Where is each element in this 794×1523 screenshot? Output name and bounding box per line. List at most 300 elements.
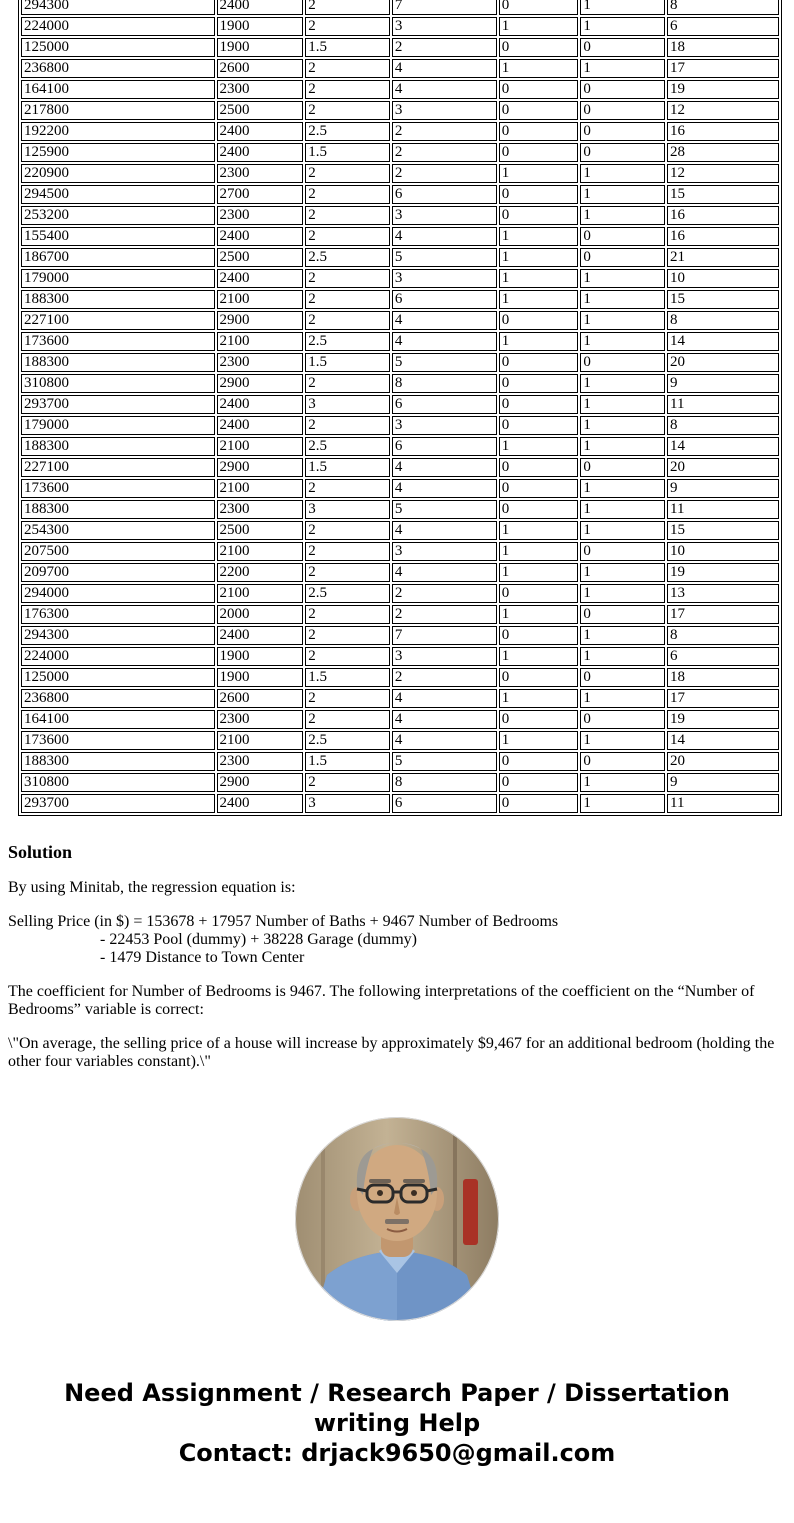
table-cell: 2 bbox=[305, 164, 390, 183]
table-cell: 2 bbox=[305, 374, 390, 393]
table-cell: 1 bbox=[499, 542, 579, 561]
table-cell: 2 bbox=[392, 38, 497, 57]
table-cell: 28 bbox=[667, 143, 779, 162]
table-cell: 11 bbox=[667, 794, 779, 813]
table-cell: 253200 bbox=[21, 206, 215, 225]
table-cell: 2300 bbox=[217, 710, 304, 729]
table-cell: 0 bbox=[499, 710, 579, 729]
table-cell: 179000 bbox=[21, 269, 215, 288]
table-cell: 0 bbox=[499, 584, 579, 603]
table-cell: 2 bbox=[305, 290, 390, 309]
table-row bbox=[21, 353, 779, 372]
table-cell: 3 bbox=[392, 17, 497, 36]
table-cell: 9 bbox=[667, 773, 779, 792]
table-cell: 1 bbox=[499, 689, 579, 708]
table-row bbox=[21, 290, 779, 309]
solution-heading: Solution bbox=[8, 842, 73, 862]
table-cell: 2 bbox=[305, 185, 390, 204]
table-cell: 0 bbox=[580, 668, 665, 687]
coefficient-paragraph: The coefficient for Number of Bedrooms is 9467. The following interpretations of the coefficient on the “Number of Bedrooms” variable is correct: bbox=[8, 983, 755, 1018]
table-cell: 1 bbox=[580, 731, 665, 750]
table-cell: 8 bbox=[667, 416, 779, 435]
table-cell: 2600 bbox=[217, 689, 304, 708]
table-cell: 4 bbox=[392, 521, 497, 540]
table-cell: 1 bbox=[499, 437, 579, 456]
table-cell: 2100 bbox=[217, 332, 304, 351]
table-cell: 1 bbox=[580, 626, 665, 645]
table-cell: 19 bbox=[667, 563, 779, 582]
intro-paragraph: By using Minitab, the regression equation is: bbox=[8, 879, 296, 896]
table-cell: 10 bbox=[667, 542, 779, 561]
table-row bbox=[21, 752, 779, 771]
table-cell: 310800 bbox=[21, 773, 215, 792]
table-cell: 2.5 bbox=[305, 122, 390, 141]
table-cell: 0 bbox=[499, 395, 579, 414]
table-cell: 1 bbox=[580, 647, 665, 666]
table-cell: 1 bbox=[580, 0, 665, 15]
table-cell: 14 bbox=[667, 437, 779, 456]
table-cell: 1 bbox=[580, 584, 665, 603]
table-cell: 1 bbox=[499, 563, 579, 582]
table-cell: 15 bbox=[667, 290, 779, 309]
table-cell: 1 bbox=[499, 164, 579, 183]
table-cell: 6 bbox=[392, 185, 497, 204]
table-cell: 4 bbox=[392, 710, 497, 729]
table-cell: 2400 bbox=[217, 794, 304, 813]
table-cell: 1 bbox=[499, 17, 579, 36]
table-cell: 2 bbox=[392, 584, 497, 603]
table-cell: 17 bbox=[667, 605, 779, 624]
table-cell: 0 bbox=[580, 752, 665, 771]
table-cell: 2 bbox=[305, 0, 390, 15]
table-cell: 0 bbox=[499, 773, 579, 792]
table-cell: 2 bbox=[305, 563, 390, 582]
table-cell: 0 bbox=[580, 38, 665, 57]
table-cell: 1 bbox=[499, 332, 579, 351]
table-cell: 3 bbox=[392, 269, 497, 288]
table-cell: 18 bbox=[667, 668, 779, 687]
equation-line-1: Selling Price (in $) = 153678 + 17957 Number of Baths + 9467 Number of Bedrooms bbox=[8, 913, 559, 930]
table-row bbox=[21, 101, 779, 120]
table-cell: 2200 bbox=[217, 563, 304, 582]
table-cell: 0 bbox=[499, 458, 579, 477]
table-cell: 11 bbox=[667, 395, 779, 414]
table-cell: 188300 bbox=[21, 290, 215, 309]
table-row bbox=[21, 269, 779, 288]
table-cell: 2.5 bbox=[305, 248, 390, 267]
table-cell: 2.5 bbox=[305, 437, 390, 456]
table-cell: 2 bbox=[392, 164, 497, 183]
table-cell: 164100 bbox=[21, 80, 215, 99]
table-cell: 293700 bbox=[21, 395, 215, 414]
table-row bbox=[21, 626, 779, 645]
table-cell: 2400 bbox=[217, 416, 304, 435]
table-row bbox=[21, 332, 779, 351]
table-cell: 220900 bbox=[21, 164, 215, 183]
table-cell: 227100 bbox=[21, 311, 215, 330]
table-cell: 5 bbox=[392, 353, 497, 372]
table-cell: 0 bbox=[499, 752, 579, 771]
table-cell: 19 bbox=[667, 710, 779, 729]
table-cell: 0 bbox=[499, 38, 579, 57]
table-cell: 2 bbox=[392, 122, 497, 141]
table-row bbox=[21, 38, 779, 57]
table-cell: 0 bbox=[499, 311, 579, 330]
table-cell: 2 bbox=[305, 710, 390, 729]
table-cell: 2100 bbox=[217, 731, 304, 750]
table-cell: 0 bbox=[580, 353, 665, 372]
table-cell: 2 bbox=[305, 647, 390, 666]
table-cell: 2100 bbox=[217, 437, 304, 456]
table-row bbox=[21, 227, 779, 246]
table-cell: 1 bbox=[499, 647, 579, 666]
table-cell: 15 bbox=[667, 521, 779, 540]
table-cell: 173600 bbox=[21, 479, 215, 498]
table-cell: 0 bbox=[580, 248, 665, 267]
table-cell: 236800 bbox=[21, 59, 215, 78]
table-cell: 2400 bbox=[217, 395, 304, 414]
table-cell: 1 bbox=[580, 689, 665, 708]
table-cell: 224000 bbox=[21, 647, 215, 666]
table-row bbox=[21, 248, 779, 267]
table-cell: 0 bbox=[580, 122, 665, 141]
table-cell: 3 bbox=[305, 794, 390, 813]
table-cell: 293700 bbox=[21, 794, 215, 813]
table-cell: 18 bbox=[667, 38, 779, 57]
table-cell: 4 bbox=[392, 689, 497, 708]
table-cell: 4 bbox=[392, 59, 497, 78]
footer-banner bbox=[18, 1378, 776, 1468]
table-row bbox=[21, 164, 779, 183]
table-cell: 3 bbox=[305, 500, 390, 519]
table-cell: 2 bbox=[305, 101, 390, 120]
table-cell: 1 bbox=[580, 164, 665, 183]
table-cell: 2.5 bbox=[305, 731, 390, 750]
table-cell: 0 bbox=[499, 185, 579, 204]
table-cell: 2 bbox=[305, 227, 390, 246]
table-row bbox=[21, 584, 779, 603]
table-row bbox=[21, 521, 779, 540]
table-cell: 8 bbox=[667, 0, 779, 15]
profile-photo bbox=[295, 1117, 499, 1321]
table-cell: 1 bbox=[580, 290, 665, 309]
table-cell: 2 bbox=[305, 80, 390, 99]
housing-data-table-wrap bbox=[8, 0, 786, 816]
table-cell: 15 bbox=[667, 185, 779, 204]
table-cell: 0 bbox=[580, 80, 665, 99]
table-cell: 188300 bbox=[21, 500, 215, 519]
table-cell: 16 bbox=[667, 227, 779, 246]
table-cell: 4 bbox=[392, 80, 497, 99]
table-cell: 7 bbox=[392, 0, 497, 15]
table-cell: 1900 bbox=[217, 38, 304, 57]
table-cell: 0 bbox=[580, 458, 665, 477]
table-cell: 1 bbox=[580, 773, 665, 792]
table-row bbox=[21, 794, 779, 813]
regression-equation bbox=[8, 913, 786, 967]
table-cell: 4 bbox=[392, 227, 497, 246]
table-row bbox=[21, 437, 779, 456]
table-cell: 1.5 bbox=[305, 752, 390, 771]
table-cell: 188300 bbox=[21, 752, 215, 771]
table-cell: 2300 bbox=[217, 164, 304, 183]
table-row bbox=[21, 17, 779, 36]
table-cell: 1 bbox=[580, 500, 665, 519]
table-cell: 2400 bbox=[217, 227, 304, 246]
table-cell: 188300 bbox=[21, 353, 215, 372]
table-cell: 4 bbox=[392, 458, 497, 477]
table-cell: 1.5 bbox=[305, 143, 390, 162]
table-cell: 13 bbox=[667, 584, 779, 603]
table-cell: 2500 bbox=[217, 248, 304, 267]
table-cell: 10 bbox=[667, 269, 779, 288]
table-row bbox=[21, 710, 779, 729]
table-cell: 20 bbox=[667, 353, 779, 372]
table-row bbox=[21, 731, 779, 750]
table-cell: 0 bbox=[499, 143, 579, 162]
table-cell: 2700 bbox=[217, 185, 304, 204]
table-row bbox=[21, 122, 779, 141]
table-cell: 2300 bbox=[217, 206, 304, 225]
table-cell: 188300 bbox=[21, 437, 215, 456]
table-cell: 2600 bbox=[217, 59, 304, 78]
table-cell: 217800 bbox=[21, 101, 215, 120]
table-cell: 9 bbox=[667, 479, 779, 498]
table-cell: 3 bbox=[392, 647, 497, 666]
table-cell: 4 bbox=[392, 332, 497, 351]
table-cell: 1 bbox=[580, 437, 665, 456]
table-cell: 1 bbox=[580, 17, 665, 36]
table-cell: 2100 bbox=[217, 542, 304, 561]
table-cell: 6 bbox=[392, 290, 497, 309]
table-cell: 0 bbox=[499, 0, 579, 15]
table-cell: 2 bbox=[305, 605, 390, 624]
table-cell: 3 bbox=[392, 416, 497, 435]
table-row bbox=[21, 143, 779, 162]
table-row bbox=[21, 185, 779, 204]
table-cell: 2300 bbox=[217, 80, 304, 99]
table-cell: 207500 bbox=[21, 542, 215, 561]
table-cell: 6 bbox=[392, 437, 497, 456]
table-cell: 16 bbox=[667, 122, 779, 141]
table-cell: 0 bbox=[580, 143, 665, 162]
table-cell: 1.5 bbox=[305, 668, 390, 687]
table-cell: 4 bbox=[392, 479, 497, 498]
table-cell: 294300 bbox=[21, 626, 215, 645]
table-row bbox=[21, 0, 779, 15]
table-cell: 8 bbox=[667, 626, 779, 645]
table-cell: 1 bbox=[499, 59, 579, 78]
table-cell: 179000 bbox=[21, 416, 215, 435]
table-cell: 2 bbox=[305, 542, 390, 561]
table-cell: 1 bbox=[580, 395, 665, 414]
table-cell: 1 bbox=[580, 59, 665, 78]
table-row bbox=[21, 80, 779, 99]
table-cell: 2 bbox=[305, 59, 390, 78]
table-cell: 254300 bbox=[21, 521, 215, 540]
table-row bbox=[21, 416, 779, 435]
table-cell: 125000 bbox=[21, 668, 215, 687]
table-cell: 1 bbox=[499, 227, 579, 246]
table-cell: 164100 bbox=[21, 710, 215, 729]
table-cell: 6 bbox=[667, 647, 779, 666]
table-row bbox=[21, 647, 779, 666]
table-cell: 6 bbox=[392, 794, 497, 813]
table-row bbox=[21, 563, 779, 582]
table-cell: 16 bbox=[667, 206, 779, 225]
table-cell: 0 bbox=[499, 416, 579, 435]
table-cell: 21 bbox=[667, 248, 779, 267]
table-cell: 20 bbox=[667, 752, 779, 771]
table-cell: 1 bbox=[580, 479, 665, 498]
table-row bbox=[21, 773, 779, 792]
table-cell: 0 bbox=[499, 668, 579, 687]
table-cell: 192200 bbox=[21, 122, 215, 141]
footer-help-text: Need Assignment / Research Paper / Dissertation writing Help bbox=[64, 1379, 730, 1437]
table-cell: 1900 bbox=[217, 668, 304, 687]
table-cell: 1900 bbox=[217, 17, 304, 36]
table-cell: 1 bbox=[580, 521, 665, 540]
table-cell: 3 bbox=[392, 101, 497, 120]
table-cell: 2 bbox=[305, 626, 390, 645]
table-cell: 2400 bbox=[217, 269, 304, 288]
table-cell: 0 bbox=[499, 479, 579, 498]
table-cell: 2100 bbox=[217, 290, 304, 309]
footer-contact-email: Contact: drjack9650@gmail.com bbox=[178, 1439, 616, 1467]
table-cell: 1900 bbox=[217, 647, 304, 666]
table-cell: 8 bbox=[392, 773, 497, 792]
table-cell: 1 bbox=[580, 794, 665, 813]
table-cell: 2900 bbox=[217, 374, 304, 393]
table-cell: 0 bbox=[499, 353, 579, 372]
table-cell: 2300 bbox=[217, 353, 304, 372]
table-cell: 2 bbox=[305, 17, 390, 36]
table-cell: 236800 bbox=[21, 689, 215, 708]
equation-line-3: - 1479 Distance to Town Center bbox=[100, 949, 305, 966]
avatar-wrap bbox=[8, 1117, 786, 1326]
table-cell: 2.5 bbox=[305, 584, 390, 603]
table-cell: 155400 bbox=[21, 227, 215, 246]
table-cell: 2 bbox=[305, 269, 390, 288]
table-cell: 310800 bbox=[21, 374, 215, 393]
table-cell: 3 bbox=[392, 206, 497, 225]
table-cell: 2 bbox=[392, 668, 497, 687]
table-cell: 2000 bbox=[217, 605, 304, 624]
table-cell: 2 bbox=[305, 479, 390, 498]
table-cell: 1 bbox=[580, 374, 665, 393]
table-cell: 0 bbox=[580, 542, 665, 561]
table-cell: 1 bbox=[580, 206, 665, 225]
table-cell: 1 bbox=[580, 185, 665, 204]
table-cell: 17 bbox=[667, 689, 779, 708]
table-cell: 14 bbox=[667, 332, 779, 351]
table-cell: 2400 bbox=[217, 626, 304, 645]
table-cell: 9 bbox=[667, 374, 779, 393]
table-cell: 2.5 bbox=[305, 332, 390, 351]
table-cell: 0 bbox=[580, 710, 665, 729]
table-cell: 2100 bbox=[217, 584, 304, 603]
table-cell: 173600 bbox=[21, 332, 215, 351]
table-cell: 1 bbox=[499, 521, 579, 540]
table-row bbox=[21, 500, 779, 519]
table-cell: 294500 bbox=[21, 185, 215, 204]
table-cell: 209700 bbox=[21, 563, 215, 582]
table-cell: 1.5 bbox=[305, 458, 390, 477]
table-cell: 1 bbox=[499, 731, 579, 750]
table-cell: 2900 bbox=[217, 458, 304, 477]
table-cell: 125900 bbox=[21, 143, 215, 162]
table-cell: 2400 bbox=[217, 122, 304, 141]
table-row bbox=[21, 458, 779, 477]
table-row bbox=[21, 479, 779, 498]
table-cell: 1 bbox=[580, 311, 665, 330]
table-cell: 3 bbox=[392, 542, 497, 561]
table-cell: 2 bbox=[305, 311, 390, 330]
table-cell: 227100 bbox=[21, 458, 215, 477]
table-cell: 0 bbox=[580, 101, 665, 120]
table-cell: 173600 bbox=[21, 731, 215, 750]
table-cell: 1 bbox=[499, 269, 579, 288]
equation-line-2: - 22453 Pool (dummy) + 38228 Garage (dummy) bbox=[100, 931, 417, 948]
interpretation-paragraph: \"On average, the selling price of a house will increase by approximately $9,467 for an additional bedroom (holding the other four variables constant).\" bbox=[8, 1035, 775, 1070]
table-cell: 1 bbox=[499, 248, 579, 267]
table-cell: 2 bbox=[305, 416, 390, 435]
table-cell: 7 bbox=[392, 626, 497, 645]
table-cell: 2900 bbox=[217, 311, 304, 330]
table-cell: 1 bbox=[499, 605, 579, 624]
table-row bbox=[21, 605, 779, 624]
table-cell: 2 bbox=[305, 773, 390, 792]
table-cell: 3 bbox=[305, 395, 390, 414]
table-row bbox=[21, 689, 779, 708]
table-row bbox=[21, 206, 779, 225]
table-cell: 2400 bbox=[217, 143, 304, 162]
table-cell: 8 bbox=[392, 374, 497, 393]
table-cell: 2300 bbox=[217, 752, 304, 771]
table-cell: 5 bbox=[392, 752, 497, 771]
table-cell: 12 bbox=[667, 101, 779, 120]
table-cell: 2 bbox=[305, 206, 390, 225]
table-cell: 8 bbox=[667, 311, 779, 330]
table-row bbox=[21, 374, 779, 393]
table-cell: 0 bbox=[499, 626, 579, 645]
table-cell: 294300 bbox=[21, 0, 215, 15]
table-cell: 11 bbox=[667, 500, 779, 519]
table-cell: 0 bbox=[580, 227, 665, 246]
table-row bbox=[21, 395, 779, 414]
table-cell: 0 bbox=[499, 80, 579, 99]
table-cell: 2300 bbox=[217, 500, 304, 519]
table-row bbox=[21, 311, 779, 330]
table-cell: 176300 bbox=[21, 605, 215, 624]
table-cell: 17 bbox=[667, 59, 779, 78]
table-row bbox=[21, 542, 779, 561]
table-cell: 2400 bbox=[217, 0, 304, 15]
table-cell: 2500 bbox=[217, 101, 304, 120]
table-cell: 12 bbox=[667, 164, 779, 183]
table-cell: 0 bbox=[580, 605, 665, 624]
table-cell: 294000 bbox=[21, 584, 215, 603]
table-cell: 2100 bbox=[217, 479, 304, 498]
table-row bbox=[21, 59, 779, 78]
table-cell: 224000 bbox=[21, 17, 215, 36]
table-cell: 2 bbox=[392, 143, 497, 162]
table-cell: 2500 bbox=[217, 521, 304, 540]
table-cell: 2 bbox=[305, 521, 390, 540]
table-cell: 0 bbox=[499, 500, 579, 519]
table-cell: 20 bbox=[667, 458, 779, 477]
table-cell: 1.5 bbox=[305, 353, 390, 372]
